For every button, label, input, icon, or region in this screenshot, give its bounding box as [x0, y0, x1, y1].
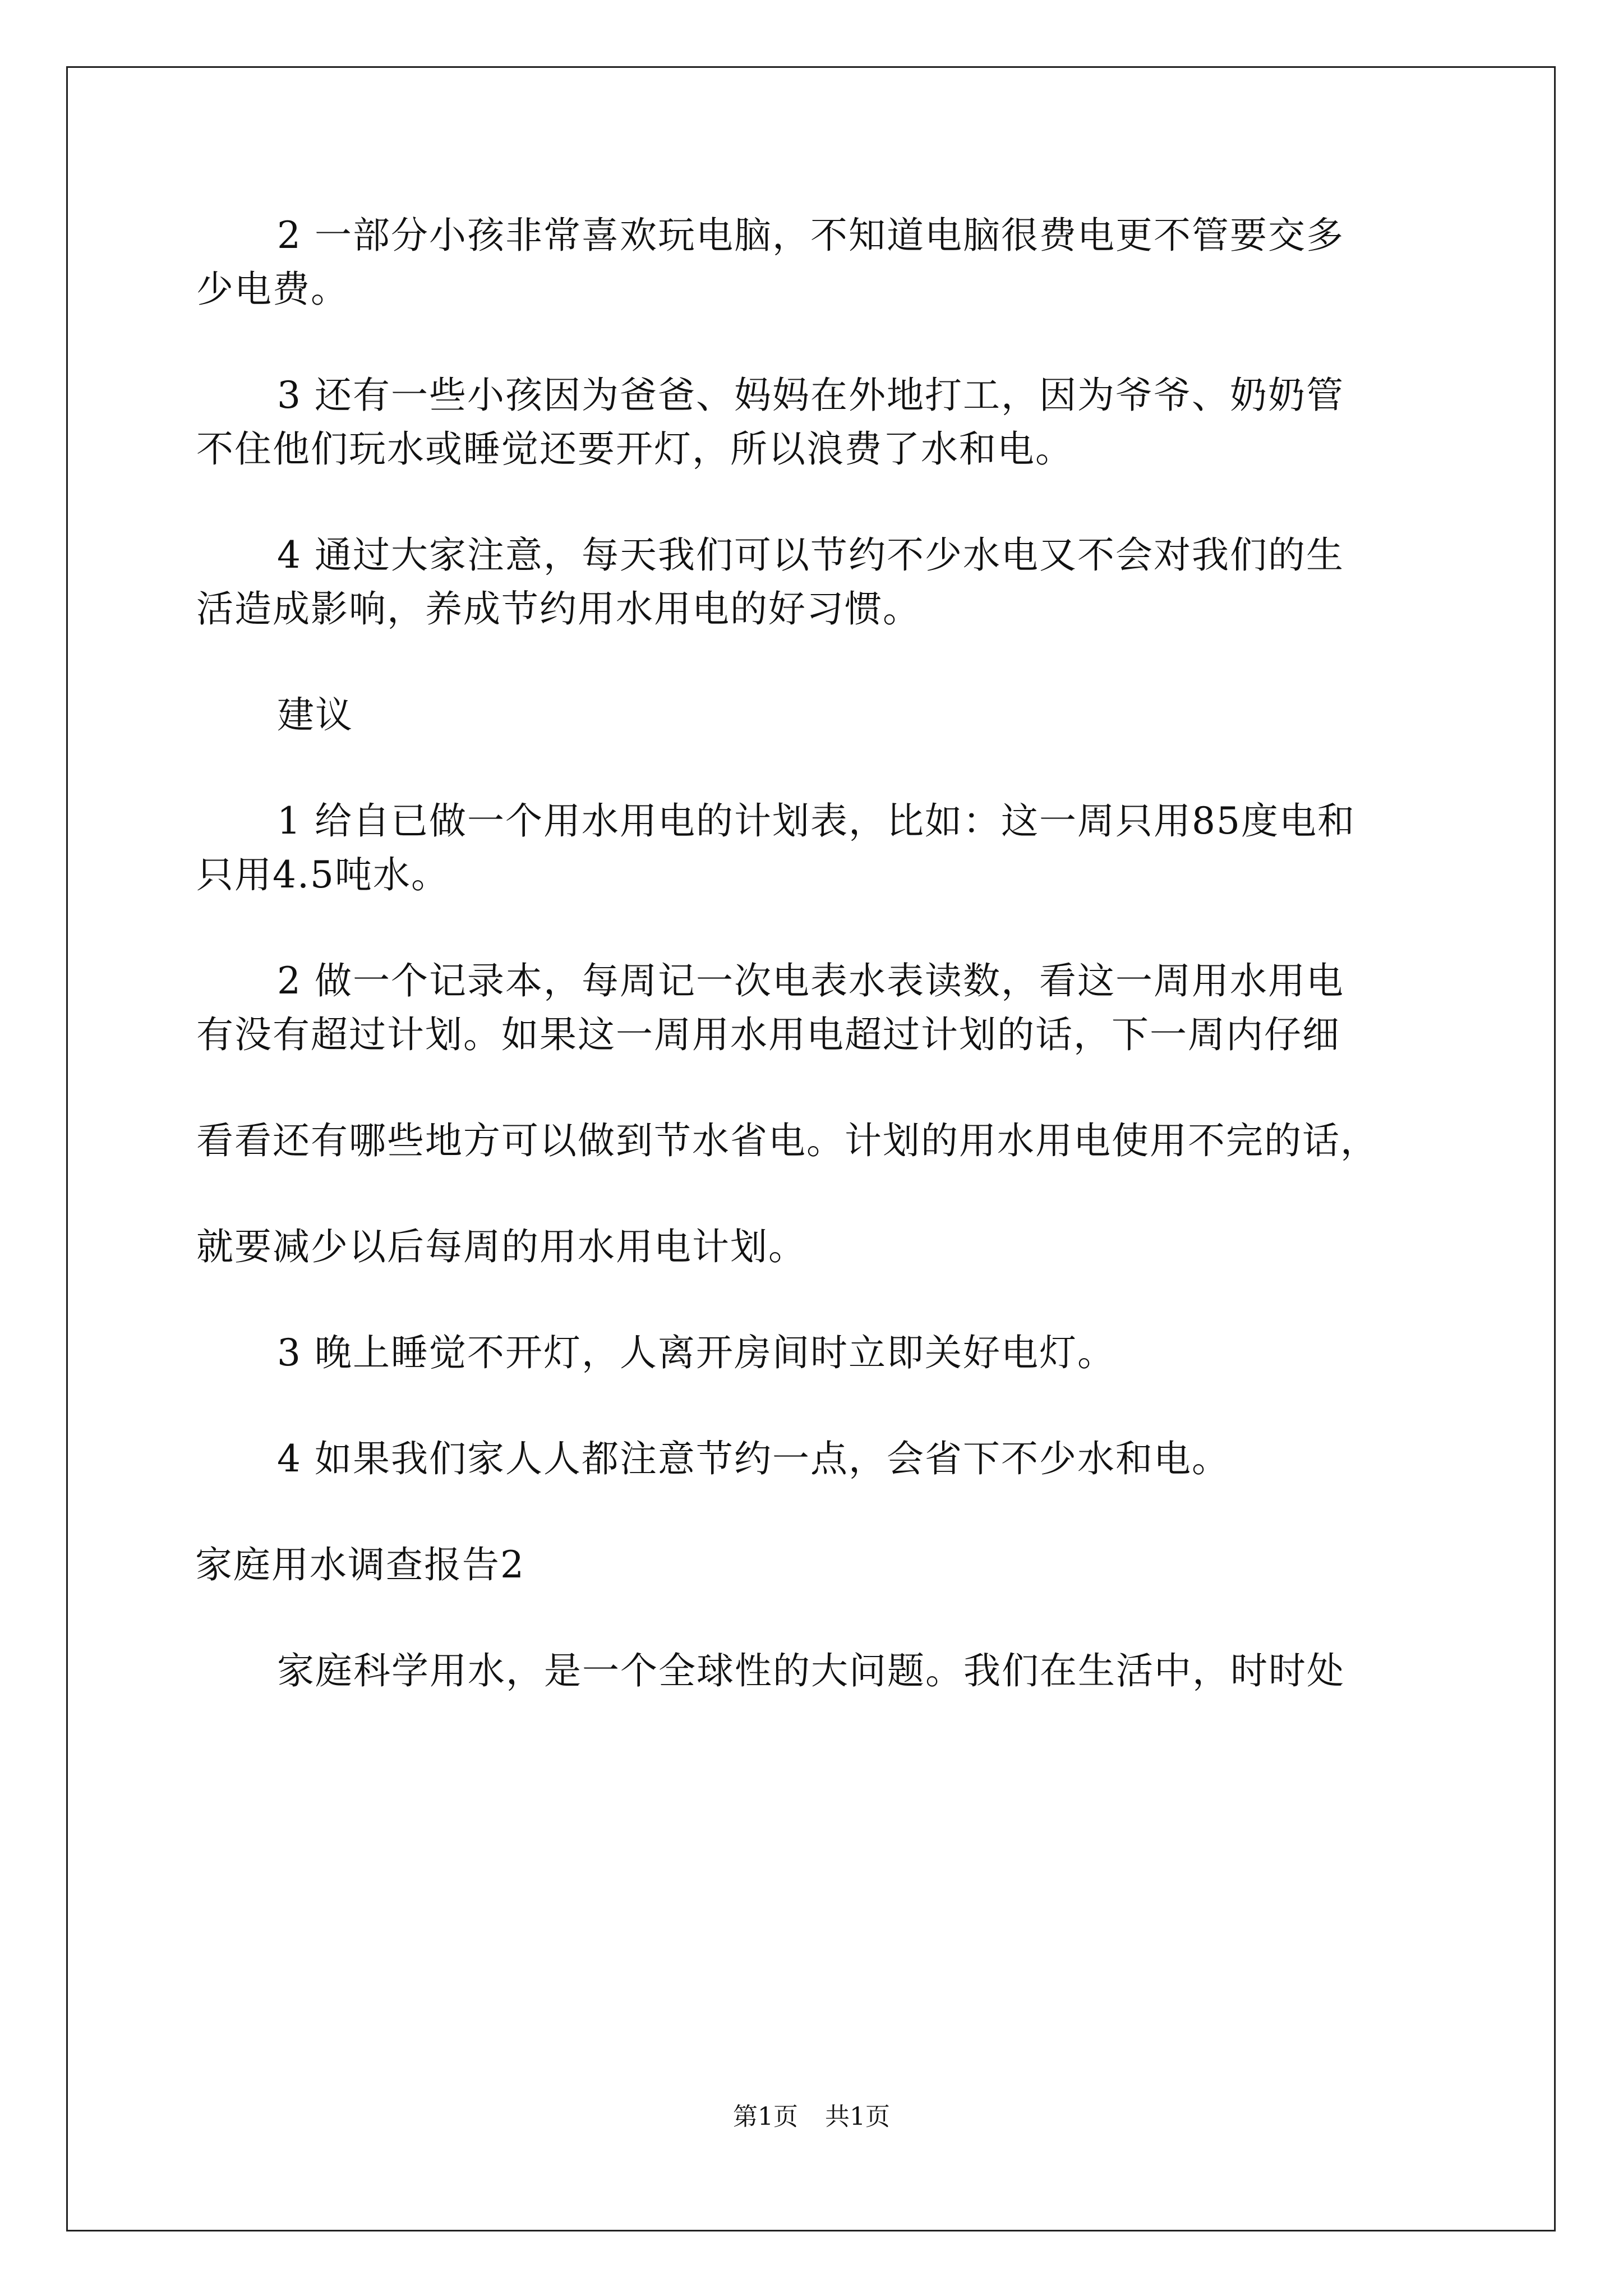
paragraph-line: 有没有超过计划。如果这一周用水用电超过计划的话，下一周内仔细	[196, 1013, 1340, 1056]
page-footer	[0, 2100, 1623, 2134]
paragraph-line: 活造成影响，养成节约用水用电的好习惯。	[196, 587, 921, 631]
paragraph-line: 3 还有一些小孩因为爸爸、妈妈在外地打工，因为爷爷、奶奶管	[277, 374, 1344, 417]
paragraph-line: 家庭科学用水，是一个全球性的大问题。我们在生活中，时时处	[277, 1649, 1345, 1692]
paragraph-line: 4 如果我们家人人都注意节约一点，会省下不少水和电。	[277, 1437, 1230, 1480]
paragraph-line: 2 做一个记录本，每周记一次电表水表读数，看这一周用水用电	[277, 959, 1344, 1002]
paragraph-line: 少电费。	[196, 268, 349, 311]
paragraph-line: 1 给自已做一个用水用电的计划表，比如：这一周只用85度电和	[277, 799, 1355, 843]
paragraph-line: 就要减少以后每周的用水用电计划。	[196, 1225, 806, 1268]
paragraph-line: 只用4.5吨水。	[196, 853, 449, 896]
page-number: 第1页	[733, 2102, 798, 2131]
document-title: 家庭用水调查报告2	[195, 1543, 525, 1586]
page-total: 共1页	[825, 2102, 890, 2131]
document-body	[196, 209, 1436, 1698]
paragraph-line: 2 一部分小孩非常喜欢玩电脑，不知道电脑很费电更不管要交多	[277, 214, 1344, 257]
paragraph-line: 不住他们玩水或睡觉还要开灯，所以浪费了水和电。	[196, 427, 1073, 471]
section-heading: 建议	[277, 693, 353, 737]
paragraph-line: 看看还有哪些地方可以做到节水省电。计划的用水用电使用不完的话，	[196, 1119, 1378, 1162]
paragraph-line: 4 通过大家注意，每天我们可以节约不少水电又不会对我们的生	[277, 533, 1344, 577]
paragraph-line: 3 晚上睡觉不开灯，人离开房间时立即关好电灯。	[277, 1331, 1115, 1374]
